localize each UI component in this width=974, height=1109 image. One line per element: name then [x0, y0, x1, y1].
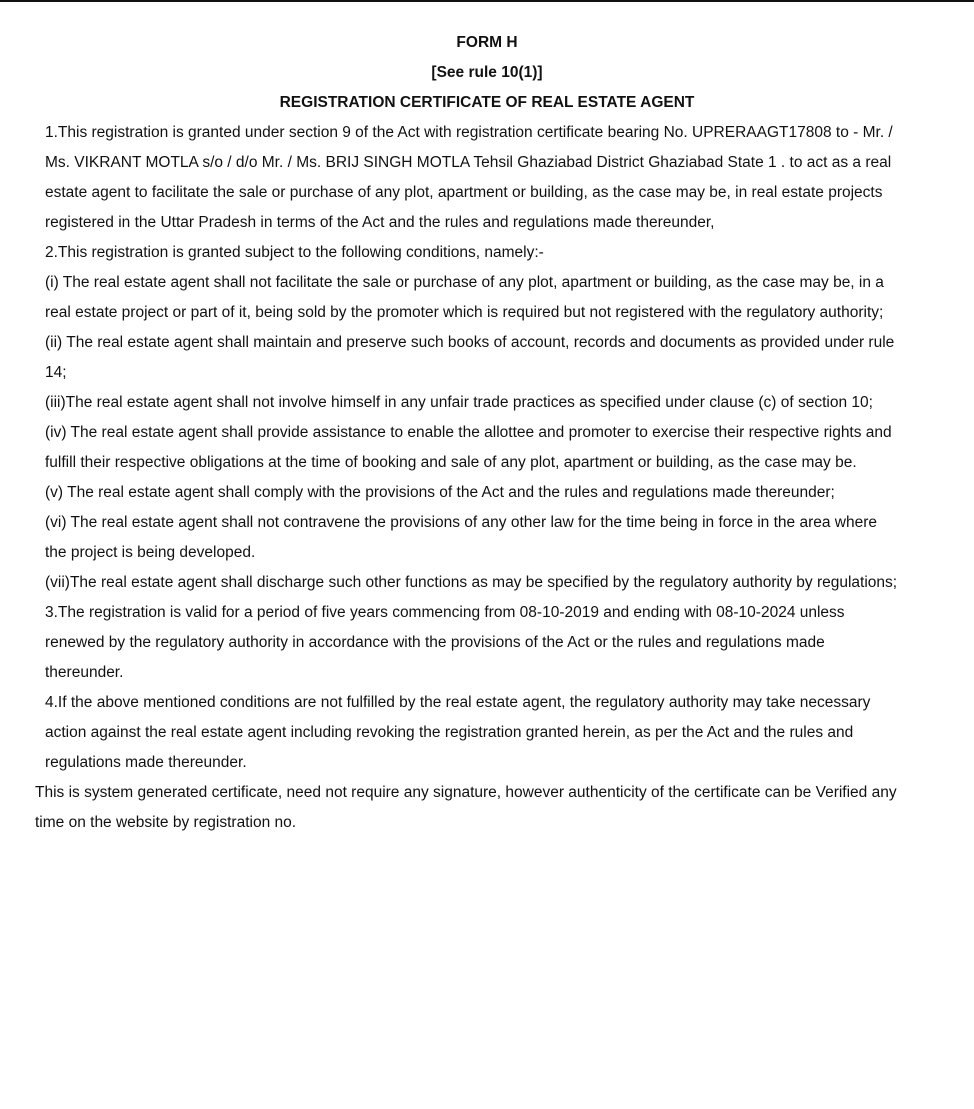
body-text-line: (ii) The real estate agent shall maintain and preserve such books of account, records and documents as provided under rule [45, 334, 895, 351]
body-text-line: action against the real estate agent including revoking the registration granted herein, as per the Act and the rules and [45, 724, 854, 741]
body-text-line: Ms. VIKRANT MOTLA s/o / d/o Mr. / Ms. BRIJ SINGH MOTLA Tehsil Ghaziabad District Ghaziabad State 1 . to act as a real [45, 154, 892, 171]
body-text-line: fulfill their respective obligations at the time of booking and sale of any plot, apartment or building, as the case may be. [45, 454, 857, 471]
body-text-line: (vii)The real estate agent shall discharge such other functions as may be specified by the regulatory authority by regulations; [45, 574, 898, 591]
body-text-line: (v) The real estate agent shall comply with the provisions of the Act and the rules and regulations made thereunder; [45, 484, 835, 501]
note-text-line: This is system generated certificate, need not require any signature, however authenticity of the certificate can be Verified any [35, 784, 897, 801]
body-text-line: 1.This registration is granted under section 9 of the Act with registration certificate bearing No. UPRERAAGT17808 to - Mr. / [45, 124, 893, 141]
rule-reference: [See rule 10(1)] [431, 64, 543, 81]
form-heading: FORM H [456, 34, 518, 51]
body-text-line: (iii)The real estate agent shall not involve himself in any unfair trade practices as specified under clause (c) of section 10; [45, 394, 873, 411]
body-text-line: (iv) The real estate agent shall provide assistance to enable the allottee and promoter to exercise their respective rights and [45, 424, 892, 441]
body-text-line: renewed by the regulatory authority in accordance with the provisions of the Act or the rules and regulations made [45, 634, 825, 651]
body-text-line: real estate project or part of it, being sold by the promoter which is required but not registered with the regulatory authority; [45, 304, 884, 321]
body-text-line: 3.The registration is valid for a period of five years commencing from 08-10-2019 and ending with 08-10-2024 unless [45, 604, 845, 621]
certificate-title: REGISTRATION CERTIFICATE OF REAL ESTATE AGENT [279, 94, 695, 111]
body-text-line: registered in the Uttar Pradesh in terms of the Act and the rules and regulations made thereunder, [45, 214, 715, 231]
certificate-document [0, 28, 974, 838]
body-text-line: (i) The real estate agent shall not facilitate the sale or purchase of any plot, apartment or building, as the case may be, in a [45, 274, 884, 291]
body-text-line: 4.If the above mentioned conditions are not fulfilled by the real estate agent, the regulatory authority may take necessary [45, 694, 871, 711]
certificate-body [0, 118, 974, 778]
body-text-line: estate agent to facilitate the sale or purchase of any plot, apartment or building, as the case may be, in real estate projects [45, 184, 883, 201]
body-text-line: 2.This registration is granted subject to the following conditions, namely:- [45, 244, 544, 261]
body-text-line: regulations made thereunder. [45, 754, 247, 771]
body-text-line: 14; [45, 364, 67, 381]
body-text-line: thereunder. [45, 664, 124, 681]
system-note [0, 778, 974, 838]
body-text-line: (vi) The real estate agent shall not contravene the provisions of any other law for the time being in force in the area where [45, 514, 878, 531]
top-border [0, 0, 974, 2]
note-text-line: time on the website by registration no. [35, 814, 297, 831]
body-text-line: the project is being developed. [45, 544, 256, 561]
